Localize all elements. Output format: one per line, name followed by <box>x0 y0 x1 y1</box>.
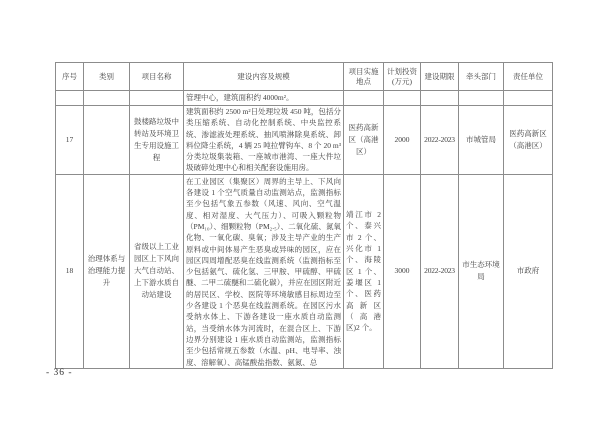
col-header-location: 项目实施地点 <box>344 63 384 91</box>
col-header-seq: 序号 <box>56 63 84 91</box>
col-header-content-scale: 建设内容及规模 <box>184 63 344 91</box>
col-header-responsible-unit: 责任单位 <box>504 63 553 91</box>
cell-investment <box>384 91 421 106</box>
cell-category <box>84 91 130 106</box>
project-table <box>55 62 553 369</box>
cell-investment: 2000 <box>384 106 421 175</box>
cell-investment: 3000 <box>384 174 421 368</box>
cell-location <box>344 91 384 106</box>
cell-responsible-unit: 市政府 <box>504 174 553 368</box>
cell-category: 治理体系与治理能力提升 <box>84 174 130 368</box>
table-row-18 <box>56 174 553 368</box>
col-header-category: 类别 <box>84 63 130 91</box>
cell-project-name: 鼓楼路垃圾中转站及环境卫生专用设施工程 <box>130 106 184 175</box>
cell-content-scale: 建筑面积约 2500 m²日处理垃圾 450 吨，包括分类压缩系统、自动化控制系统、中央监控系统、渗滤液处理系统、抽风喷淋除臭系统、卸料位降尘系统，4 辆 25 吨拉臂钩车、8 个 20 m³分类垃圾集装箱、一座城市港湾、一座大件垃圾破碎处理中心和相关配套设施用房。 <box>184 106 344 175</box>
col-header-period: 建设期限 <box>421 63 459 91</box>
col-header-investment: 计划投资(万元) <box>384 63 421 91</box>
cell-category <box>84 106 130 175</box>
cell-location: 医药高新区（高港区） <box>344 106 384 175</box>
cell-project-name <box>130 91 184 106</box>
cell-lead-dept: 市生态环境局 <box>459 174 504 368</box>
cell-period: 2022-2023 <box>421 106 459 175</box>
cell-period <box>421 91 459 106</box>
cell-content-scale: 在工业园区（集聚区）周界的主导上、下风向各建设 1 个空气质量自动监测站点，监测指标至少包括气象五参数（风速、风向、空气温度、相对湿度、大气压力）、可吸入颗粒物（PM₁₀）、细颗粒物（PM₂.₅）、二氧化硫、氮氧化物、一氧化碳、臭氧；涉及主导产业的生产原料或中间体易产生恶臭或异味的园区，应在园区四周增配恶臭在线监测系统（监测指标至少包括氨气、硫化氢、三甲胺、甲硫醇、甲硫醚、二甲二硫醚和二硫化碳），并应在园区附近的居民区、学校、医院等环境敏感目标周边至少各建设 1 个恶臭在线监测系统。在园区污水受纳水体上、下游各建设一座水质自动监测站，当受纳水体为河流时，在混合区上、下游边界分别建设 1 座水质自动监测站，监测指标至少包括常规五参数（水温、pH、电导率、浊度、溶解氧）、高锰酸盐指数、氨氮、总 <box>184 174 344 368</box>
cell-seq: 18 <box>56 174 84 368</box>
cell-lead-dept: 市城管局 <box>459 106 504 175</box>
col-header-project-name: 项目名称 <box>130 63 184 91</box>
page-number: - 36 - <box>46 368 73 378</box>
table-row-continuation <box>56 91 553 106</box>
cell-period: 2022-2023 <box>421 174 459 368</box>
cell-responsible-unit <box>504 91 553 106</box>
col-header-lead-dept: 牵头部门 <box>459 63 504 91</box>
cell-project-name: 省级以上工业园区上下风向大气自动站、上下游水质自动站建设 <box>130 174 184 368</box>
cell-responsible-unit: 医药高新区（高港区） <box>504 106 553 175</box>
table-row-17 <box>56 106 553 175</box>
cell-seq <box>56 91 84 106</box>
cell-seq: 17 <box>56 106 84 175</box>
cell-lead-dept <box>459 91 504 106</box>
table-header-row <box>56 63 553 91</box>
cell-content-scale: 管理中心，建筑面积约 4000m²。 <box>184 91 344 106</box>
cell-location: 靖江市 2 个、泰兴市 2 个、兴化市 1 个、海陵区 1 个、姜堰区 1 个、医药高新区（高港区)2 个。 <box>344 174 384 368</box>
